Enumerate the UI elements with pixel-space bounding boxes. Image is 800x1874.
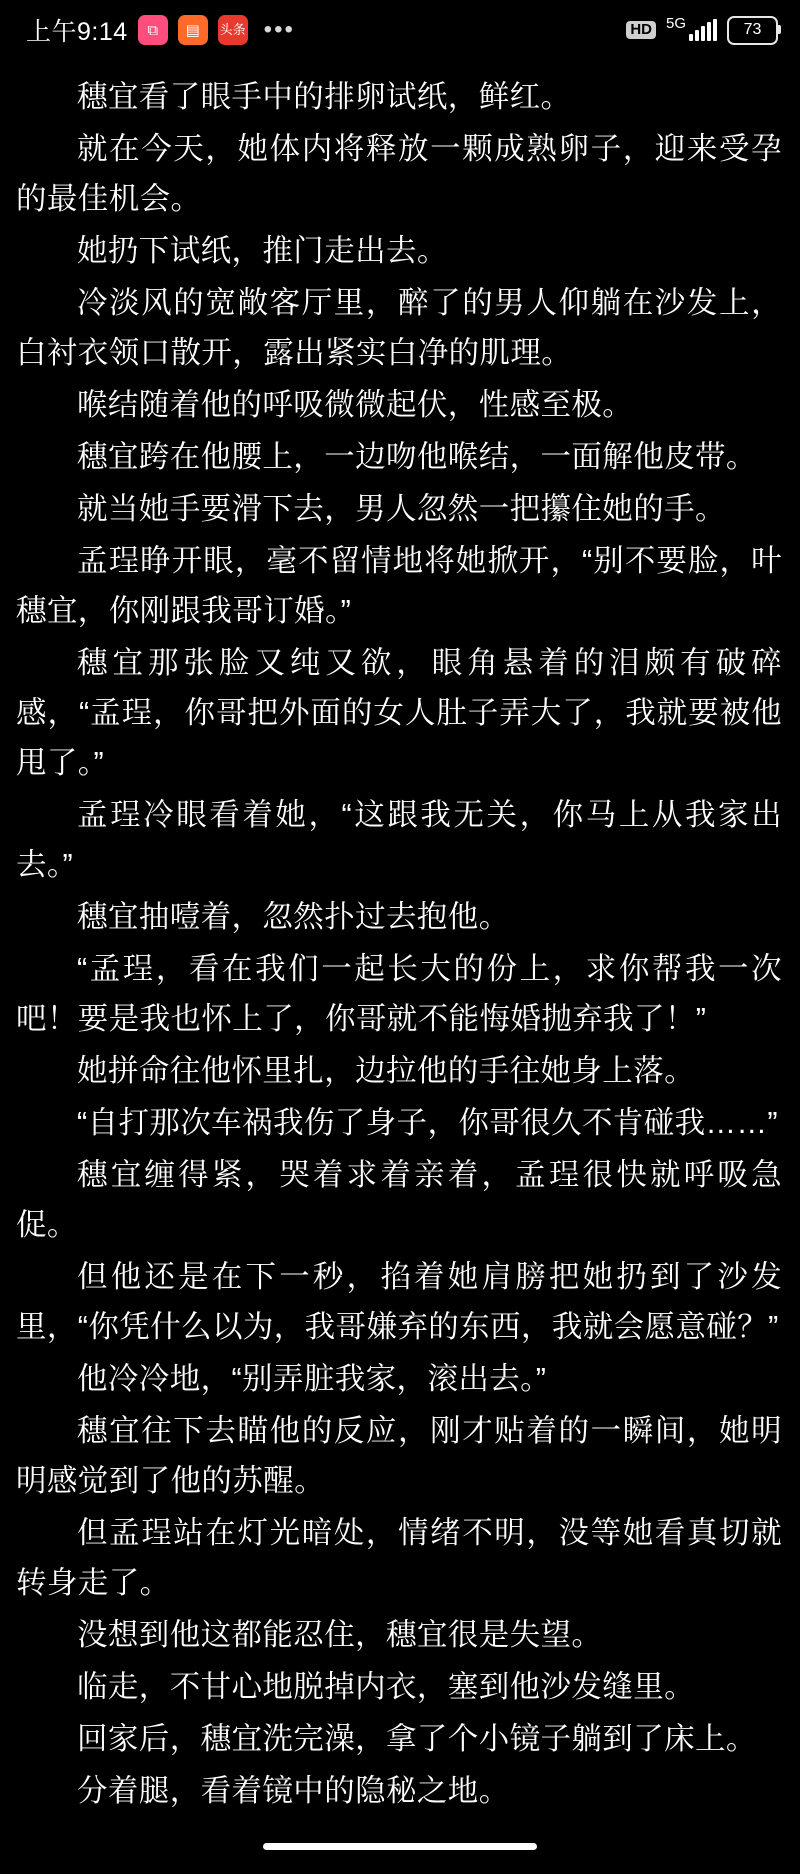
network-type-label: 5G xyxy=(665,15,686,32)
paragraph: 穗宜看了眼手中的排卵试纸，鲜红。 xyxy=(77,80,572,114)
navigation-bar xyxy=(0,1818,800,1874)
paragraph: “孟珵，看在我们一起长大的份上，求你帮我一次吧！要是我也怀上了，你哥就不能悔婚抛弃我了！” xyxy=(16,952,782,1036)
signal-indicator xyxy=(665,15,717,41)
paragraph: “自打那次车祸我伤了身子，你哥很久不肯碰我……” xyxy=(77,1106,778,1140)
paragraph: 但他还是在下一秒，掐着她肩膀把她扔到了沙发里，“你凭什么以为，我哥嫌弃的东西，我就会愿意碰？” xyxy=(16,1260,782,1344)
status-bar-left xyxy=(26,12,295,48)
paragraph: 穗宜往下去瞄他的反应，刚才贴着的一瞬间，她明明感觉到了他的苏醒。 xyxy=(16,1414,782,1498)
battery-level-label: 73 xyxy=(743,21,762,38)
home-indicator[interactable] xyxy=(263,1843,537,1850)
reader-content[interactable] xyxy=(0,60,800,1818)
signal-bars-icon xyxy=(689,19,717,41)
paragraph: 孟珵冷眼看着她，“这跟我无关，你马上从我家出去。” xyxy=(16,798,782,882)
paragraph: 临走，不甘心地脱掉内衣，塞到他沙发缝里。 xyxy=(77,1670,695,1704)
more-notifications-icon[interactable]: ••• xyxy=(263,16,295,43)
hd-icon: HD xyxy=(626,21,656,40)
paragraph: 穗宜抽噎着，忽然扑过去抱他。 xyxy=(77,900,510,934)
paragraph: 但孟珵站在灯光暗处，情绪不明，没等她看真切就转身走了。 xyxy=(16,1516,782,1600)
paragraph: 她拼命往他怀里扎，边拉他的手往她身上落。 xyxy=(77,1054,695,1088)
status-bar xyxy=(0,0,800,60)
notification-badge-orange[interactable]: ▤ xyxy=(178,15,208,45)
paragraph: 就在今天，她体内将释放一颗成熟卵子，迎来受孕的最佳机会。 xyxy=(16,132,782,216)
paragraph: 孟珵睁开眼，毫不留情地将她掀开，“别不要脸，叶穗宜，你刚跟我哥订婚。” xyxy=(16,544,782,628)
paragraph: 分着腿，看着镜中的隐秘之地。 xyxy=(77,1774,510,1808)
paragraph: 穗宜缠得紧，哭着求着亲着，孟珵很快就呼吸急促。 xyxy=(16,1158,782,1242)
paragraph: 没想到他这都能忍住，穗宜很是失望。 xyxy=(77,1618,603,1652)
paragraph: 穗宜跨在他腰上，一边吻他喉结，一面解他皮带。 xyxy=(77,440,757,474)
paragraph: 喉结随着他的呼吸微微起伏，性感至极。 xyxy=(77,388,634,422)
status-clock: 上午9:14 xyxy=(26,18,128,46)
status-bar-right xyxy=(626,16,778,45)
paragraph: 她扔下试纸，推门走出去。 xyxy=(77,234,448,268)
paragraph: 回家后，穗宜洗完澡，拿了个小镜子躺到了床上。 xyxy=(77,1722,757,1756)
paragraph: 冷淡风的宽敞客厅里，醉了的男人仰躺在沙发上，白衬衣领口散开，露出紧实白净的肌理。 xyxy=(16,286,782,370)
paragraph: 穗宜那张脸又纯又欲，眼角悬着的泪颇有破碎感，“孟珵，你哥把外面的女人肚子弄大了，我就要被他甩了。” xyxy=(16,646,782,780)
notification-badge-pink[interactable]: ⧉ xyxy=(138,15,168,45)
notification-badge-toutiao[interactable]: 头条 xyxy=(218,15,248,45)
paragraph: 他冷冷地，“别弄脏我家，滚出去。” xyxy=(77,1362,547,1396)
battery-icon xyxy=(727,16,778,45)
paragraph: 就当她手要滑下去，男人忽然一把攥住她的手。 xyxy=(77,492,726,526)
